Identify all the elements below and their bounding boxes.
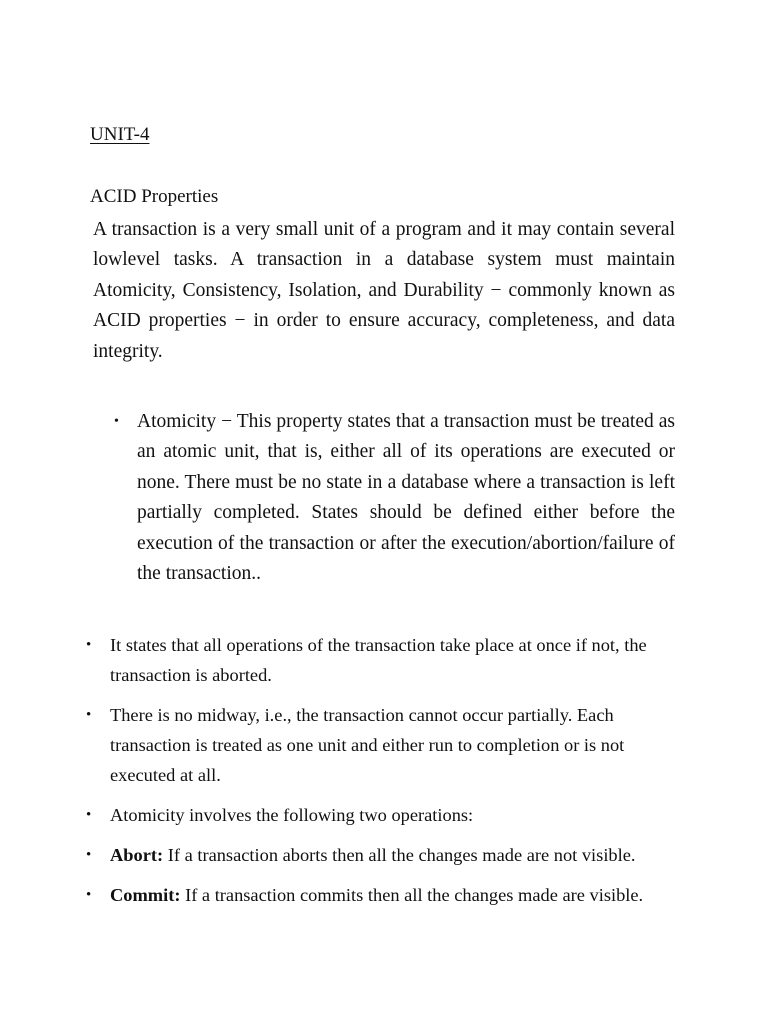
- bullet-icon: •: [86, 807, 92, 823]
- list-item: [86, 630, 676, 690]
- list-item-text: If a transaction aborts then all the changes made are not visible.: [163, 845, 636, 865]
- list-item-text: Atomicity involves the following two operations:: [110, 805, 474, 825]
- abort-term: Abort:: [110, 845, 164, 865]
- list-item: [86, 800, 676, 830]
- bullet-icon: •: [86, 847, 92, 863]
- list-item-text: It states that all operations of the transaction take place at once if not, the transaction is aborted.: [110, 635, 647, 685]
- bullet-icon: •: [86, 707, 92, 723]
- commit-term: Commit:: [110, 885, 181, 905]
- list-item-text: If a transaction commits then all the changes made are visible.: [180, 885, 644, 905]
- list-item: [86, 700, 676, 790]
- bullet-icon: •: [86, 887, 92, 903]
- bullet-icon: •: [114, 414, 119, 429]
- atomicity-definition: [114, 407, 675, 589]
- unit-heading: UNIT-4: [90, 124, 150, 145]
- atomicity-points-list: [86, 630, 676, 920]
- section-heading: ACID Properties: [90, 186, 219, 207]
- list-item-text: There is no midway, i.e., the transaction cannot occur partially. Each transaction is treated as one unit and either run to completion or is not executed at all.: [110, 705, 625, 785]
- atomicity-text: Atomicity − This property states that a transaction must be treated as an atomic unit, that is, either all of its operations are executed or none. There must be no state in a database where a transaction is left partially completed. States should be defined either before the execution of the transaction or after the execution/abortion/failure of the transaction..: [137, 411, 675, 585]
- list-item: [86, 880, 676, 910]
- bullet-icon: •: [86, 637, 92, 653]
- list-item: [86, 840, 676, 870]
- intro-paragraph: A transaction is a very small unit of a program and it may contain several lowlevel tasks. A transaction in a database system must maintain Atomicity, Consistency, Isolation, and Durability − commonly known as ACID properties − in order to ensure accuracy, completeness, and data integrity.: [93, 219, 675, 362]
